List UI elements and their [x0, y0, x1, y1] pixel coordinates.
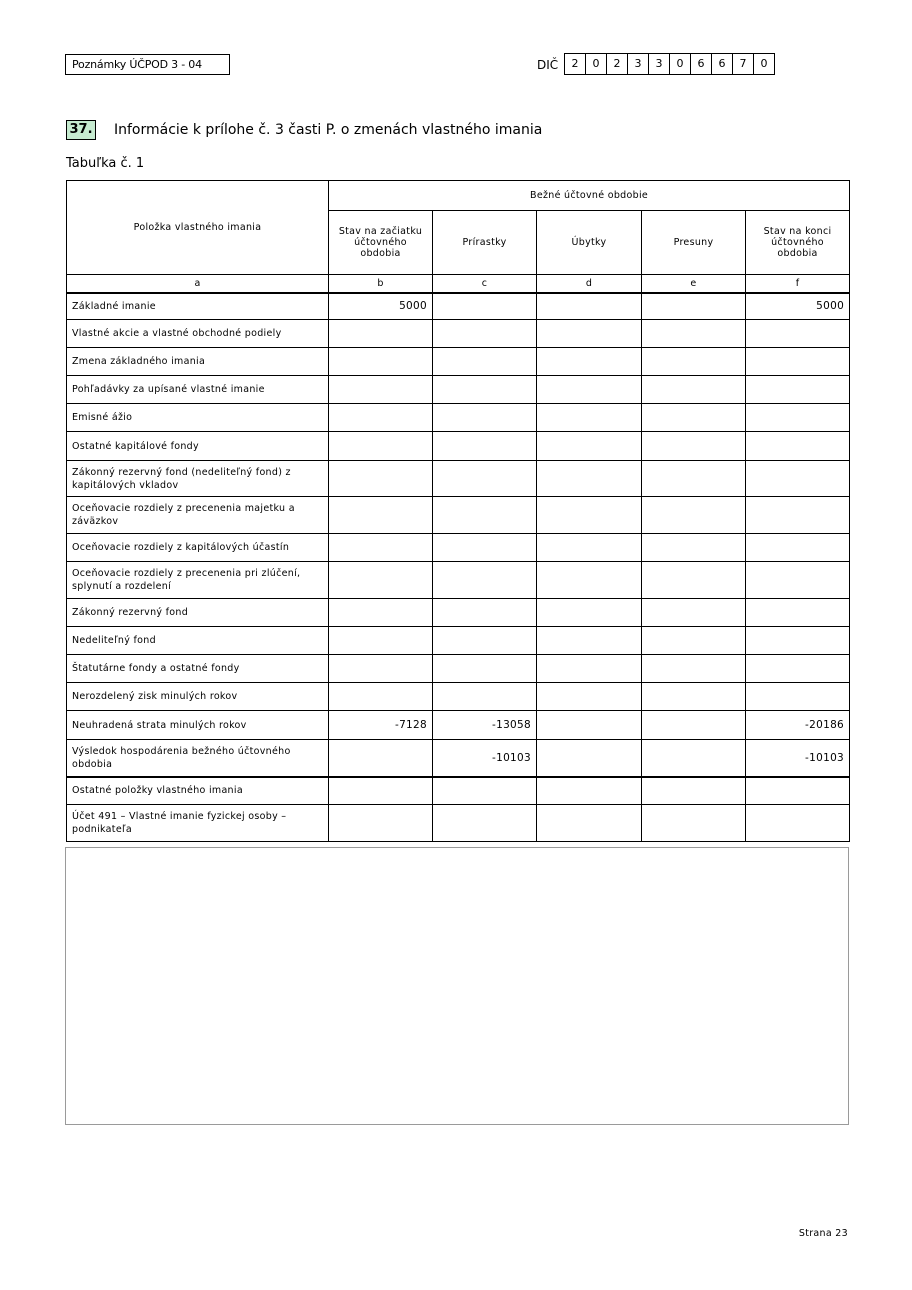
col-letter: e [642, 275, 746, 293]
cell-d [537, 320, 642, 348]
cell-c [433, 599, 537, 627]
cell-d [537, 376, 642, 404]
table-row [67, 432, 850, 461]
cell-e [642, 376, 746, 404]
dic-digit: 0 [670, 53, 691, 75]
cell-c [433, 627, 537, 655]
cell-c [433, 497, 537, 534]
table-row [67, 348, 850, 376]
row-label: Výsledok hospodárenia bežného účtovného obdobia [67, 740, 329, 777]
cell-d [537, 348, 642, 376]
cell-e [642, 711, 746, 740]
cell-c [433, 655, 537, 683]
cell-f [746, 348, 850, 376]
cell-f [746, 320, 850, 348]
cell-b: 5000 [329, 293, 433, 320]
cell-f: -10103 [746, 740, 850, 777]
col-letter: a [67, 275, 329, 293]
cell-f [746, 404, 850, 432]
row-label: Zmena základného imania [67, 348, 329, 376]
cell-f [746, 627, 850, 655]
col-header-e: Presuny [642, 211, 746, 275]
cell-f [746, 497, 850, 534]
dic-digit: 2 [565, 53, 586, 75]
dic-digit: 3 [649, 53, 670, 75]
row-label: Ostatné kapitálové fondy [67, 432, 329, 461]
cell-b [329, 599, 433, 627]
cell-c: -13058 [433, 711, 537, 740]
table-row [67, 497, 850, 534]
table-row [67, 320, 850, 348]
cell-b [329, 534, 433, 562]
cell-e [642, 627, 746, 655]
dic-digit: 2 [607, 53, 628, 75]
cell-b [329, 461, 433, 497]
cell-b [329, 627, 433, 655]
cell-b [329, 805, 433, 842]
row-label: Nerozdelený zisk minulých rokov [67, 683, 329, 711]
cell-c [433, 777, 537, 805]
cell-f [746, 562, 850, 599]
cell-c [433, 562, 537, 599]
cell-e [642, 805, 746, 842]
col-letter: c [433, 275, 537, 293]
table-row [67, 599, 850, 627]
row-label: Pohľadávky za upísané vlastné imanie [67, 376, 329, 404]
section-title: Informácie k prílohe č. 3 časti P. o zmenách vlastného imania [114, 122, 543, 138]
dic-digit: 6 [691, 53, 712, 75]
table-row [67, 777, 850, 805]
cell-f [746, 376, 850, 404]
dic-boxes [564, 53, 775, 75]
cell-b [329, 320, 433, 348]
table-row [67, 562, 850, 599]
cell-d [537, 534, 642, 562]
cell-d [537, 432, 642, 461]
cell-c [433, 348, 537, 376]
col-header-b: Stav na začiatku účtovného obdobia [329, 211, 433, 275]
item-header: Položka vlastného imania [67, 181, 329, 275]
row-label: Oceňovacie rozdiely z precenenia pri zlúčení, splynutí a rozdelení [67, 562, 329, 599]
dic-digit: 7 [733, 53, 754, 75]
cell-e [642, 461, 746, 497]
row-label: Ostatné položky vlastného imania [67, 777, 329, 805]
cell-b [329, 740, 433, 777]
cell-e [642, 562, 746, 599]
notes-textarea[interactable] [65, 847, 849, 1125]
cell-e [642, 404, 746, 432]
form-label: Poznámky ÚČPOD 3 - 04 [65, 54, 230, 75]
cell-f: 5000 [746, 293, 850, 320]
dic-digit: 0 [754, 53, 775, 75]
cell-c [433, 534, 537, 562]
cell-e [642, 683, 746, 711]
table-row [67, 376, 850, 404]
cell-e [642, 320, 746, 348]
table-row [67, 805, 850, 842]
row-label: Nedeliteľný fond [67, 627, 329, 655]
cell-b [329, 683, 433, 711]
cell-c [433, 320, 537, 348]
cell-f [746, 534, 850, 562]
row-label: Štatutárne fondy a ostatné fondy [67, 655, 329, 683]
row-label: Oceňovacie rozdiely z precenenia majetku a záväzkov [67, 497, 329, 534]
row-label: Vlastné akcie a vlastné obchodné podiely [67, 320, 329, 348]
cell-c [433, 404, 537, 432]
cell-d [537, 293, 642, 320]
dic-digit: 3 [628, 53, 649, 75]
cell-d [537, 683, 642, 711]
cell-d [537, 404, 642, 432]
table-row [67, 683, 850, 711]
dic-digit: 6 [712, 53, 733, 75]
cell-d [537, 599, 642, 627]
cell-e [642, 497, 746, 534]
col-letter: d [537, 275, 642, 293]
cell-e [642, 740, 746, 777]
cell-f [746, 599, 850, 627]
cell-d [537, 805, 642, 842]
dic-digit: 0 [586, 53, 607, 75]
cell-e [642, 777, 746, 805]
cell-d [537, 711, 642, 740]
table-row [67, 655, 850, 683]
row-label: Účet 491 – Vlastné imanie fyzickej osoby – podnikateľa [67, 805, 329, 842]
cell-f [746, 461, 850, 497]
cell-f [746, 432, 850, 461]
cell-d [537, 777, 642, 805]
cell-e [642, 655, 746, 683]
cell-b [329, 348, 433, 376]
cell-b [329, 432, 433, 461]
cell-f: -20186 [746, 711, 850, 740]
section-number: 37. [66, 120, 96, 140]
cell-d [537, 562, 642, 599]
cell-d [537, 627, 642, 655]
col-letter: b [329, 275, 433, 293]
cell-e [642, 534, 746, 562]
cell-d [537, 655, 642, 683]
page-number: Strana 23 [798, 1228, 848, 1239]
cell-b: -7128 [329, 711, 433, 740]
table-row [67, 740, 850, 777]
cell-e [642, 432, 746, 461]
cell-e [642, 293, 746, 320]
row-label: Zákonný rezervný fond [67, 599, 329, 627]
table-row [67, 461, 850, 497]
table-label: Tabuľka č. 1 [66, 156, 145, 171]
cell-c [433, 432, 537, 461]
cell-b [329, 777, 433, 805]
cell-c [433, 683, 537, 711]
table-row [67, 627, 850, 655]
cell-d [537, 497, 642, 534]
table-row [67, 404, 850, 432]
equity-changes-table [66, 180, 850, 842]
cell-c: -10103 [433, 740, 537, 777]
cell-c [433, 461, 537, 497]
row-label: Základné imanie [67, 293, 329, 320]
col-header-d: Úbytky [537, 211, 642, 275]
cell-b [329, 562, 433, 599]
row-label: Emisné ážio [67, 404, 329, 432]
cell-d [537, 740, 642, 777]
cell-c [433, 293, 537, 320]
cell-d [537, 461, 642, 497]
cell-f [746, 683, 850, 711]
cell-f [746, 655, 850, 683]
row-label: Oceňovacie rozdiely z kapitálových účastín [67, 534, 329, 562]
cell-b [329, 497, 433, 534]
row-label: Zákonný rezervný fond (nedeliteľný fond) z kapitálových vkladov [67, 461, 329, 497]
cell-b [329, 376, 433, 404]
cell-c [433, 376, 537, 404]
cell-b [329, 404, 433, 432]
cell-c [433, 805, 537, 842]
col-letter: f [746, 275, 850, 293]
table-row [67, 534, 850, 562]
cell-b [329, 655, 433, 683]
cell-e [642, 599, 746, 627]
table-row [67, 293, 850, 320]
cell-f [746, 805, 850, 842]
col-header-f: Stav na konci účtovného obdobia [746, 211, 850, 275]
cell-f [746, 777, 850, 805]
col-header-c: Prírastky [433, 211, 537, 275]
dic-label: DIČ [537, 58, 559, 72]
cell-e [642, 348, 746, 376]
period-header: Bežné účtovné obdobie [329, 181, 850, 211]
row-label: Neuhradená strata minulých rokov [67, 711, 329, 740]
table-row [67, 711, 850, 740]
